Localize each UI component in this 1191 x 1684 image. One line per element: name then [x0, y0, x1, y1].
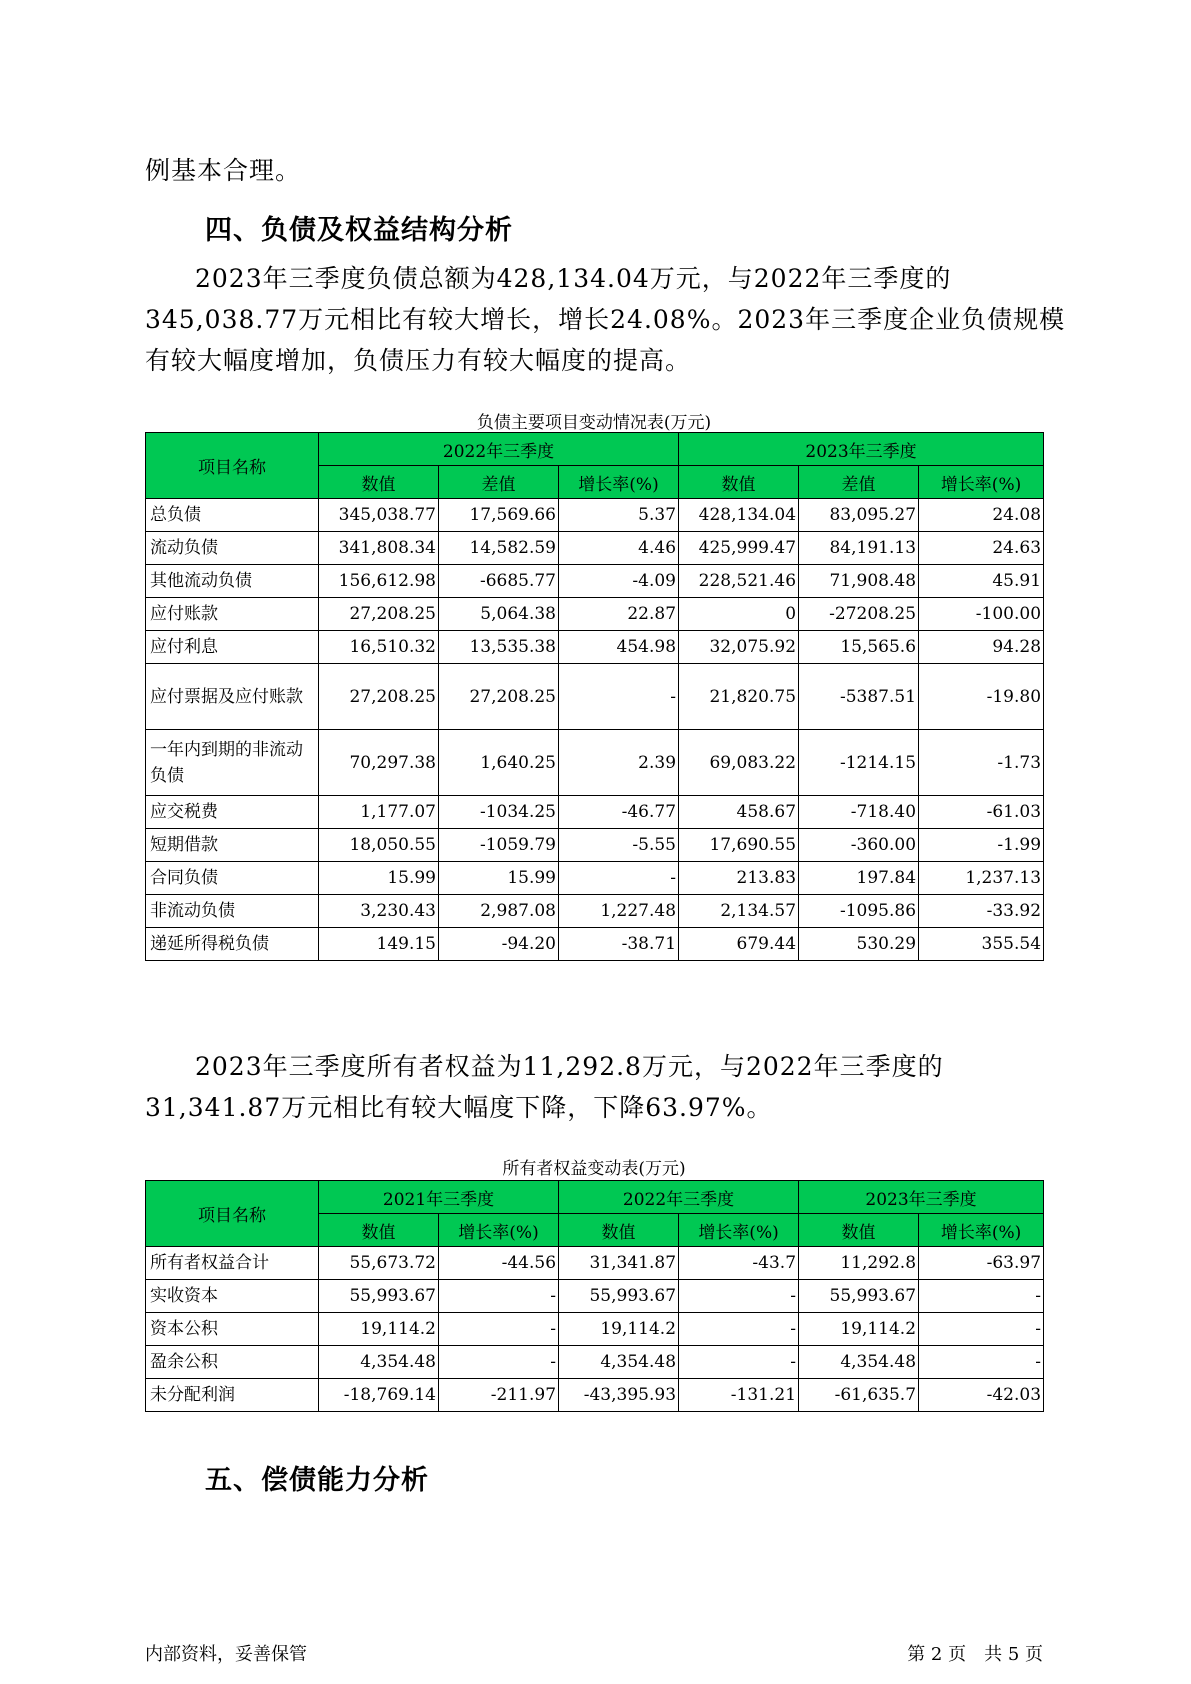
row-label: 实收资本 [146, 1280, 319, 1313]
table-cell: - [439, 1346, 559, 1379]
table-cell: 69,083.22 [679, 730, 799, 796]
table-cell: -1.99 [919, 829, 1044, 862]
table-cell: 13,535.38 [439, 631, 559, 664]
liability-subheader: 数值 [679, 466, 799, 499]
table-cell: - [439, 1280, 559, 1313]
equity-table-caption: 所有者权益变动表(万元) [502, 1159, 686, 1179]
table-cell: 16,510.32 [319, 631, 439, 664]
table-cell: 3,230.43 [319, 895, 439, 928]
table-row [146, 1313, 1044, 1346]
table-cell: 11,292.8 [799, 1247, 919, 1280]
equity-period-header: 2021年三季度 [319, 1181, 559, 1214]
table-row [146, 631, 1044, 664]
table-cell: -100.00 [919, 598, 1044, 631]
table-row [146, 598, 1044, 631]
table-cell: -63.97 [919, 1247, 1044, 1280]
equity-period-header: 2023年三季度 [799, 1181, 1044, 1214]
liability-table-caption: 负债主要项目变动情况表(万元) [476, 413, 712, 433]
table-cell: - [679, 1346, 799, 1379]
table-cell: 31,341.87 [559, 1247, 679, 1280]
table-cell: 355.54 [919, 928, 1044, 961]
row-label: 合同负债 [146, 862, 319, 895]
table-cell: 1,237.13 [919, 862, 1044, 895]
table-cell: 55,673.72 [319, 1247, 439, 1280]
table-cell: 94.28 [919, 631, 1044, 664]
row-label: 一年内到期的非流动负债 [146, 730, 319, 796]
row-label: 短期借款 [146, 829, 319, 862]
table-cell: 32,075.92 [679, 631, 799, 664]
table-row [146, 1346, 1044, 1379]
table-cell: -718.40 [799, 796, 919, 829]
table-cell: 1,227.48 [559, 895, 679, 928]
row-label: 盈余公积 [146, 1346, 319, 1379]
table-cell: 24.08 [919, 499, 1044, 532]
table-cell: -44.56 [439, 1247, 559, 1280]
liability-name-header: 项目名称 [146, 433, 319, 499]
table-cell: 27,208.25 [319, 598, 439, 631]
table-cell: 5,064.38 [439, 598, 559, 631]
table-cell: -43,395.93 [559, 1379, 679, 1412]
table-cell: 1,177.07 [319, 796, 439, 829]
table-cell: 4,354.48 [319, 1346, 439, 1379]
table-cell: 19,114.2 [559, 1313, 679, 1346]
table-cell: -27208.25 [799, 598, 919, 631]
liability-subheader: 差值 [439, 466, 559, 499]
equity-period-header: 2022年三季度 [559, 1181, 799, 1214]
table-cell: -1034.25 [439, 796, 559, 829]
table-cell: 530.29 [799, 928, 919, 961]
row-label: 应交税费 [146, 796, 319, 829]
table-cell: -33.92 [919, 895, 1044, 928]
equity-subheader: 数值 [319, 1214, 439, 1247]
table-cell: 27,208.25 [439, 664, 559, 730]
table-row [146, 565, 1044, 598]
row-label: 其他流动负债 [146, 565, 319, 598]
table-cell: -211.97 [439, 1379, 559, 1412]
table-cell: 2.39 [559, 730, 679, 796]
liability-subheader: 增长率(%) [559, 466, 679, 499]
table-cell: -43.7 [679, 1247, 799, 1280]
table-cell: 4.46 [559, 532, 679, 565]
liability-period-header: 2022年三季度 [319, 433, 679, 466]
table-cell: 22.87 [559, 598, 679, 631]
table-cell: 197.84 [799, 862, 919, 895]
row-label: 流动负债 [146, 532, 319, 565]
table-cell: 428,134.04 [679, 499, 799, 532]
table-cell: 24.63 [919, 532, 1044, 565]
table-cell: 17,569.66 [439, 499, 559, 532]
equity-subheader: 数值 [559, 1214, 679, 1247]
table-cell: 14,582.59 [439, 532, 559, 565]
table-row [146, 862, 1044, 895]
table-cell: - [919, 1280, 1044, 1313]
equity-subheader: 增长率(%) [919, 1214, 1044, 1247]
row-label: 非流动负债 [146, 895, 319, 928]
section-heading-liabilities: 四、负债及权益结构分析 [205, 215, 513, 246]
row-label: 递延所得税负债 [146, 928, 319, 961]
table-cell: 1,640.25 [439, 730, 559, 796]
table-cell: 70,297.38 [319, 730, 439, 796]
liability-subheader: 增长率(%) [919, 466, 1044, 499]
table-cell: 156,612.98 [319, 565, 439, 598]
table-cell: 15,565.6 [799, 631, 919, 664]
table-cell: -1.73 [919, 730, 1044, 796]
table-cell: -4.09 [559, 565, 679, 598]
table-cell: -1095.86 [799, 895, 919, 928]
table-cell: 45.91 [919, 565, 1044, 598]
table-cell: 55,993.67 [319, 1280, 439, 1313]
table-row [146, 532, 1044, 565]
table-cell: -19.80 [919, 664, 1044, 730]
table-cell: 84,191.13 [799, 532, 919, 565]
table-cell: 27,208.25 [319, 664, 439, 730]
equity-subheader: 数值 [799, 1214, 919, 1247]
table-row [146, 1247, 1044, 1280]
table-row [146, 730, 1044, 796]
footer-confidential-note: 内部资料，妥善保管 [145, 1644, 307, 1665]
liability-period-header: 2023年三季度 [679, 433, 1044, 466]
row-label: 资本公积 [146, 1313, 319, 1346]
table-cell: 55,993.67 [799, 1280, 919, 1313]
table-cell: - [919, 1346, 1044, 1379]
table-cell: 21,820.75 [679, 664, 799, 730]
table-cell: 228,521.46 [679, 565, 799, 598]
table-cell: 2,134.57 [679, 895, 799, 928]
liability-subheader: 差值 [799, 466, 919, 499]
table-cell: 19,114.2 [799, 1313, 919, 1346]
table-cell: - [559, 862, 679, 895]
table-cell: -46.77 [559, 796, 679, 829]
row-label: 应付票据及应付账款 [146, 664, 319, 730]
table-row [146, 1280, 1044, 1313]
table-cell: 83,095.27 [799, 499, 919, 532]
table-cell: - [679, 1313, 799, 1346]
table-cell: 2,987.08 [439, 895, 559, 928]
row-label: 总负债 [146, 499, 319, 532]
table-row [146, 829, 1044, 862]
row-label: 未分配利润 [146, 1379, 319, 1412]
table-cell: 679.44 [679, 928, 799, 961]
footer-page-number: 第 2 页 共 5 页 [907, 1644, 1043, 1665]
table-row [146, 928, 1044, 961]
table-cell: 149.15 [319, 928, 439, 961]
row-label: 应付账款 [146, 598, 319, 631]
paragraph-intro-tail: 例基本合理。 [145, 156, 302, 185]
table-cell: 341,808.34 [319, 532, 439, 565]
table-row [146, 796, 1044, 829]
table-cell: 4,354.48 [559, 1346, 679, 1379]
table-cell: -94.20 [439, 928, 559, 961]
table-cell: 17,690.55 [679, 829, 799, 862]
table-cell: -18,769.14 [319, 1379, 439, 1412]
table-cell: -61.03 [919, 796, 1044, 829]
table-cell: 15.99 [319, 862, 439, 895]
table-cell: -61,635.7 [799, 1379, 919, 1412]
table-cell: -6685.77 [439, 565, 559, 598]
table-cell: -5.55 [559, 829, 679, 862]
table-cell: 458.67 [679, 796, 799, 829]
table-cell: 345,038.77 [319, 499, 439, 532]
table-cell: -1059.79 [439, 829, 559, 862]
table-cell: 425,999.47 [679, 532, 799, 565]
table-row [146, 499, 1044, 532]
table-cell: 15.99 [439, 862, 559, 895]
table-cell: - [679, 1280, 799, 1313]
table-cell: -5387.51 [799, 664, 919, 730]
paragraph-equity-summary: 2023年三季度所有者权益为11,292.8万元，与2022年三季度的31,341.87万元相比有较大幅度下降，下降63.97%。 [145, 1052, 944, 1122]
table-cell: 71,908.48 [799, 565, 919, 598]
table-cell: 454.98 [559, 631, 679, 664]
table-row [146, 1379, 1044, 1412]
table-cell: - [439, 1313, 559, 1346]
table-cell: 5.37 [559, 499, 679, 532]
table-cell: -38.71 [559, 928, 679, 961]
table-row [146, 895, 1044, 928]
table-cell: -1214.15 [799, 730, 919, 796]
equity-subheader: 增长率(%) [679, 1214, 799, 1247]
table-cell: -42.03 [919, 1379, 1044, 1412]
equity-subheader: 增长率(%) [439, 1214, 559, 1247]
section-heading-solvency: 五、偿债能力分析 [205, 1465, 429, 1496]
liability-table [145, 432, 1044, 961]
table-cell: 55,993.67 [559, 1280, 679, 1313]
table-cell: -360.00 [799, 829, 919, 862]
table-cell: -131.21 [679, 1379, 799, 1412]
paragraph-liability-summary: 2023年三季度负债总额为428,134.04万元，与2022年三季度的345,038.77万元相比有较大增长，增长24.08%。2023年三季度企业负债规模有较大幅度增加，负债压力有较大幅度的提高。 [145, 264, 1066, 375]
liability-subheader: 数值 [319, 466, 439, 499]
table-cell: 4,354.48 [799, 1346, 919, 1379]
equity-name-header: 项目名称 [146, 1181, 319, 1247]
row-label: 所有者权益合计 [146, 1247, 319, 1280]
table-cell: - [919, 1313, 1044, 1346]
table-cell: 18,050.55 [319, 829, 439, 862]
table-cell: 213.83 [679, 862, 799, 895]
equity-table [145, 1180, 1044, 1412]
table-cell: 19,114.2 [319, 1313, 439, 1346]
table-cell: - [559, 664, 679, 730]
row-label: 应付利息 [146, 631, 319, 664]
table-row [146, 664, 1044, 730]
table-cell: 0 [679, 598, 799, 631]
